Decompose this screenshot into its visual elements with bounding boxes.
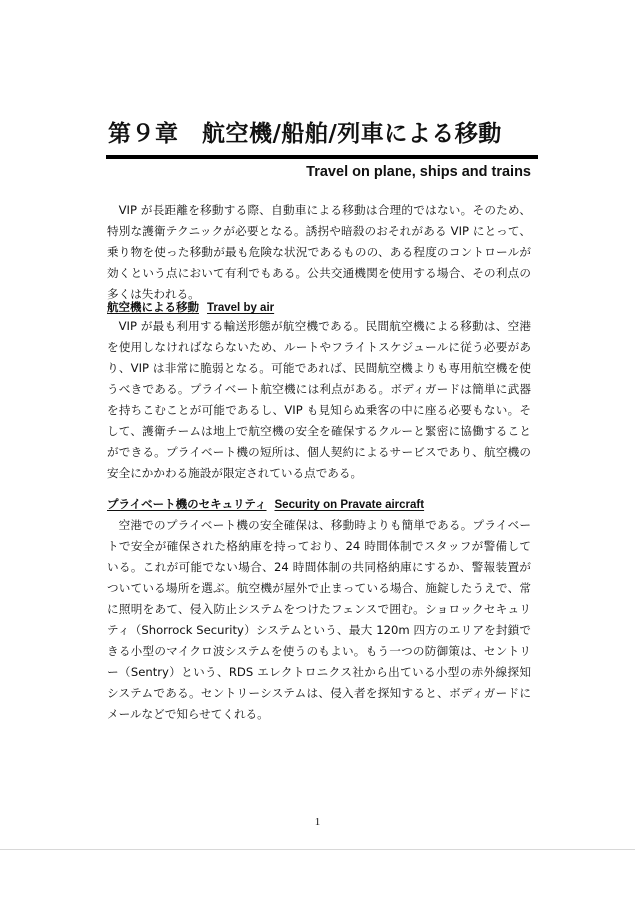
section-heading-jp: プライベート機のセキュリティ <box>107 497 267 511</box>
section-heading-jp: 航空機による移動 <box>107 300 199 314</box>
intro-paragraph: VIP が長距離を移動する際、自動車による移動は合理的ではない。そのため、特別な護衛テクニックが必要となる。誘拐や暗殺のおそれがある VIP にとって、乗り物を使った移動が最も危険な状況であるものの、ある程度のコントロールが効くという点において有利でもある。公共交通機関を使用する場合、その利点の多くは失われる。 <box>107 203 531 301</box>
title-rule <box>106 155 538 159</box>
chapter-subtitle: Travel on plane, ships and trains <box>306 164 531 180</box>
page-number: 1 <box>314 816 321 828</box>
section-heading-travel-by-air <box>107 299 274 316</box>
section-heading-private-aircraft-security <box>107 496 424 513</box>
section-paragraph-travel-by-air: VIP が最も利用する輸送形態が航空機である。民間航空機による移動は、空港を使用しなければならないため、ルートやフライトスケジュールに従う必要があり、VIP は非常に脆弱となる。可能であれば、民間航空機よりも専用航空機を使うべきである。プライベート航空機には利点がある。ボディガードは簡単に武器を持ちこむことが可能であるし、VIP も見知らぬ乗客の中に座る必要もない。そして、護衛チームは地上で航空機の安全を確保するクルーと緊密に協働することができる。プライベート機の短所は、個人契約によるサービスであり、航空機の安全にかかわる施設が限定されている点である。 <box>107 319 531 480</box>
section-paragraph-private-aircraft-security: 空港でのプライベート機の安全確保は、移動時よりも簡単である。プライベートで安全が確保された格納庫を持っており、24 時間体制でスタッフが警備している。これが可能でない場合、24 時間体制の共同格納庫にするか、警報装置がついている場所を選ぶ。航空機が屋外で止まっている場合、施錠したうえで、常に照明をあて、侵入防止システムをつけたフェンスで囲む。ショロックセキュリティ（Shorrock Security）システムという、最大 120m 四方のエリアを封鎖できる小型のマイクロ波システムを使うのもよい。もう一つの防御策は、セントリー（Sentry）という、RDS エレクトロニクス社から出ている小型の赤外線探知システムである。セントリーシステムは、侵入者を探知すると、ボディガードにメールなどで知らせてくれる。 <box>107 518 531 721</box>
chapter-title: 第９章 航空機/船舶/列車による移動 <box>108 121 502 147</box>
section-heading-en: Travel by air <box>207 302 275 314</box>
section-heading-en: Security on Pravate aircraft <box>274 499 425 511</box>
page-bottom-edge <box>0 849 635 850</box>
